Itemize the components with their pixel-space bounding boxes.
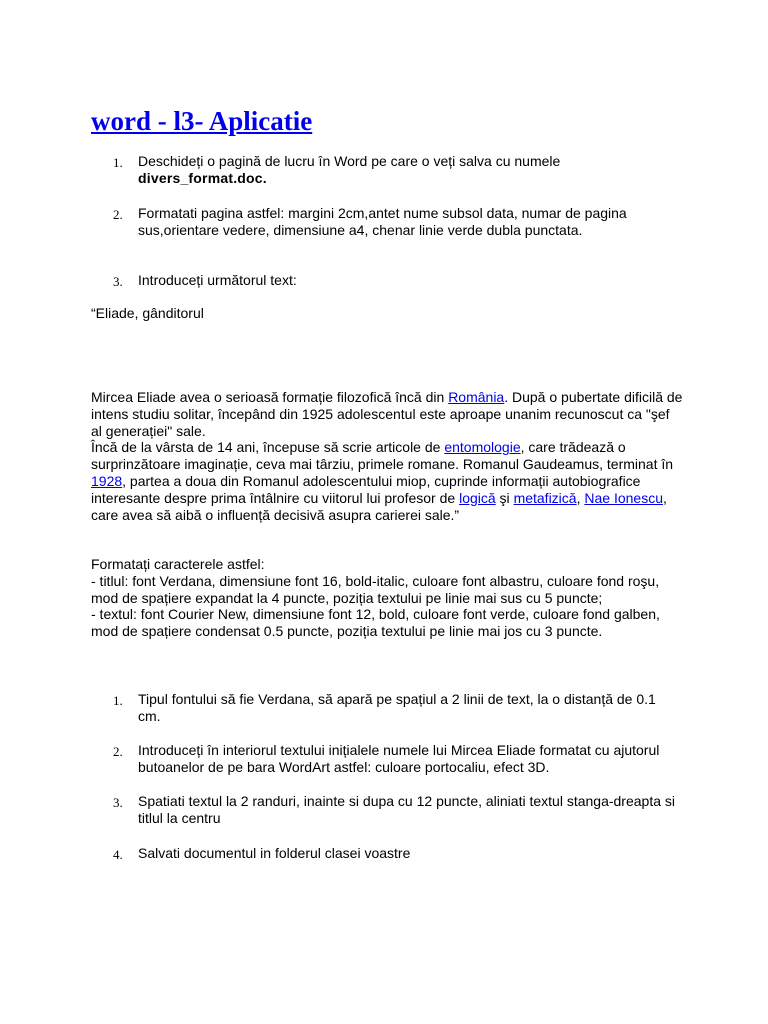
format-intro: Formatați caracterele astfel:: [91, 556, 265, 572]
list-item-text: Introduceți următorul text:: [138, 272, 297, 288]
page-title: word - l3- Aplicatie: [91, 106, 313, 136]
paragraph-text: , partea a doua din Romanul adolescentului miop, cuprinde informații autobiografice interesante despre prima întâlnire cu viitorul lui profesor de: [91, 472, 641, 506]
instructions-list: [91, 153, 681, 187]
list-item: [91, 272, 681, 289]
link-nae-ionescu[interactable]: Nae Ionescu: [584, 489, 663, 506]
list-item: [91, 153, 681, 187]
list-item-text: Salvati documentul in folderul clasei voastre: [138, 845, 411, 861]
list-number: 2.: [113, 744, 123, 759]
paragraph-text: ,: [576, 489, 585, 506]
paragraph-text: şi: [495, 489, 514, 506]
paragraph-text: , care avea să aibă o influență decisivă asupra carierei sale.”: [91, 489, 667, 523]
link-metafizica[interactable]: metafizică: [513, 489, 577, 506]
paragraph-text: , care trădează o surprinzătoare imaginație, ceva mai târziu, primele romane. Romanul Gaudeamus, terminat în: [91, 439, 674, 473]
filename: divers_format.doc.: [138, 170, 267, 186]
paragraph-text: Încă de la vârsta de 14 ani, începuse să scrie articole de: [91, 439, 445, 456]
list-number: 3.: [113, 274, 123, 289]
list-item-text: Spatiati textul la 2 randuri, inainte si dupa cu 12 puncte, aliniati textul stanga-dreapta si titlul la centru: [138, 793, 675, 826]
list-item-text: Tipul fontului să fie Verdana, să apară pe spațiul a 2 linii de text, la o distanță de 0.1 cm.: [138, 691, 656, 724]
list-item: [91, 691, 681, 725]
instructions-list-item-3: [91, 272, 681, 289]
tasks-list-item-4: [91, 845, 681, 862]
list-number: 1.: [113, 155, 123, 170]
list-number: 3.: [113, 795, 123, 810]
list-item: [91, 205, 681, 239]
paragraph-text: Mircea Eliade avea o serioasă formație filozofică încă din: [91, 389, 449, 405]
list-number: 1.: [113, 693, 123, 708]
list-item-text: Formatati pagina astfel: margini 2cm,antet nume subsol data, numar de pagina sus,orientare vedere, dimensiune a4, chenar linie verde dubla punctata.: [138, 205, 627, 238]
list-item-text: Deschideți o pagină de lucru în Word pe care o veți salva cu numele: [138, 153, 561, 169]
list-item-text: Introduceți în interiorul textului inițialele numele lui Mircea Eliade formatat cu ajutorul butoanelor de pe bara WordArt astfel: culoare portocaliu, efect 3D.: [138, 742, 660, 775]
list-number: 4.: [113, 847, 123, 862]
list-item: [91, 845, 681, 862]
eliade-paragraph: [91, 389, 683, 523]
link-romania[interactable]: România: [448, 389, 505, 405]
link-1928[interactable]: 1928: [91, 472, 123, 489]
link-entomologie[interactable]: entomologie: [444, 439, 521, 456]
format-text-rule: - textul: font Courier New, dimensiune font 12, bold, culoare font verde, culoare fond galben, mod de spațiere condensat 0.5 puncte, poziția textului pe linie mai jos cu 3 puncte.: [91, 606, 660, 640]
format-instructions: [91, 556, 687, 640]
list-item: [91, 742, 681, 776]
list-item: [91, 793, 681, 827]
paragraph-text: . După o pubertate dificilă de intens studiu solitar, începând din 1925 adolescentul este aproape unanim recunoscut ca "şef al generației" sale.: [91, 389, 683, 439]
list-number: 2.: [113, 207, 123, 222]
instructions-list-item-2: [91, 205, 681, 239]
link-logica[interactable]: logică: [459, 489, 496, 506]
tasks-list: [91, 691, 681, 725]
tasks-list-item-3: [91, 793, 681, 827]
quote-title: “Eliade, gânditorul: [91, 305, 204, 321]
tasks-list-item-2: [91, 742, 681, 776]
format-title-rule: - titlul: font Verdana, dimensiune font 16, bold-italic, culoare font albastru, culoare fond roşu, mod de spațiere expandat la 4 puncte, poziția textului pe linie mai sus cu 5 puncte;: [91, 572, 660, 606]
